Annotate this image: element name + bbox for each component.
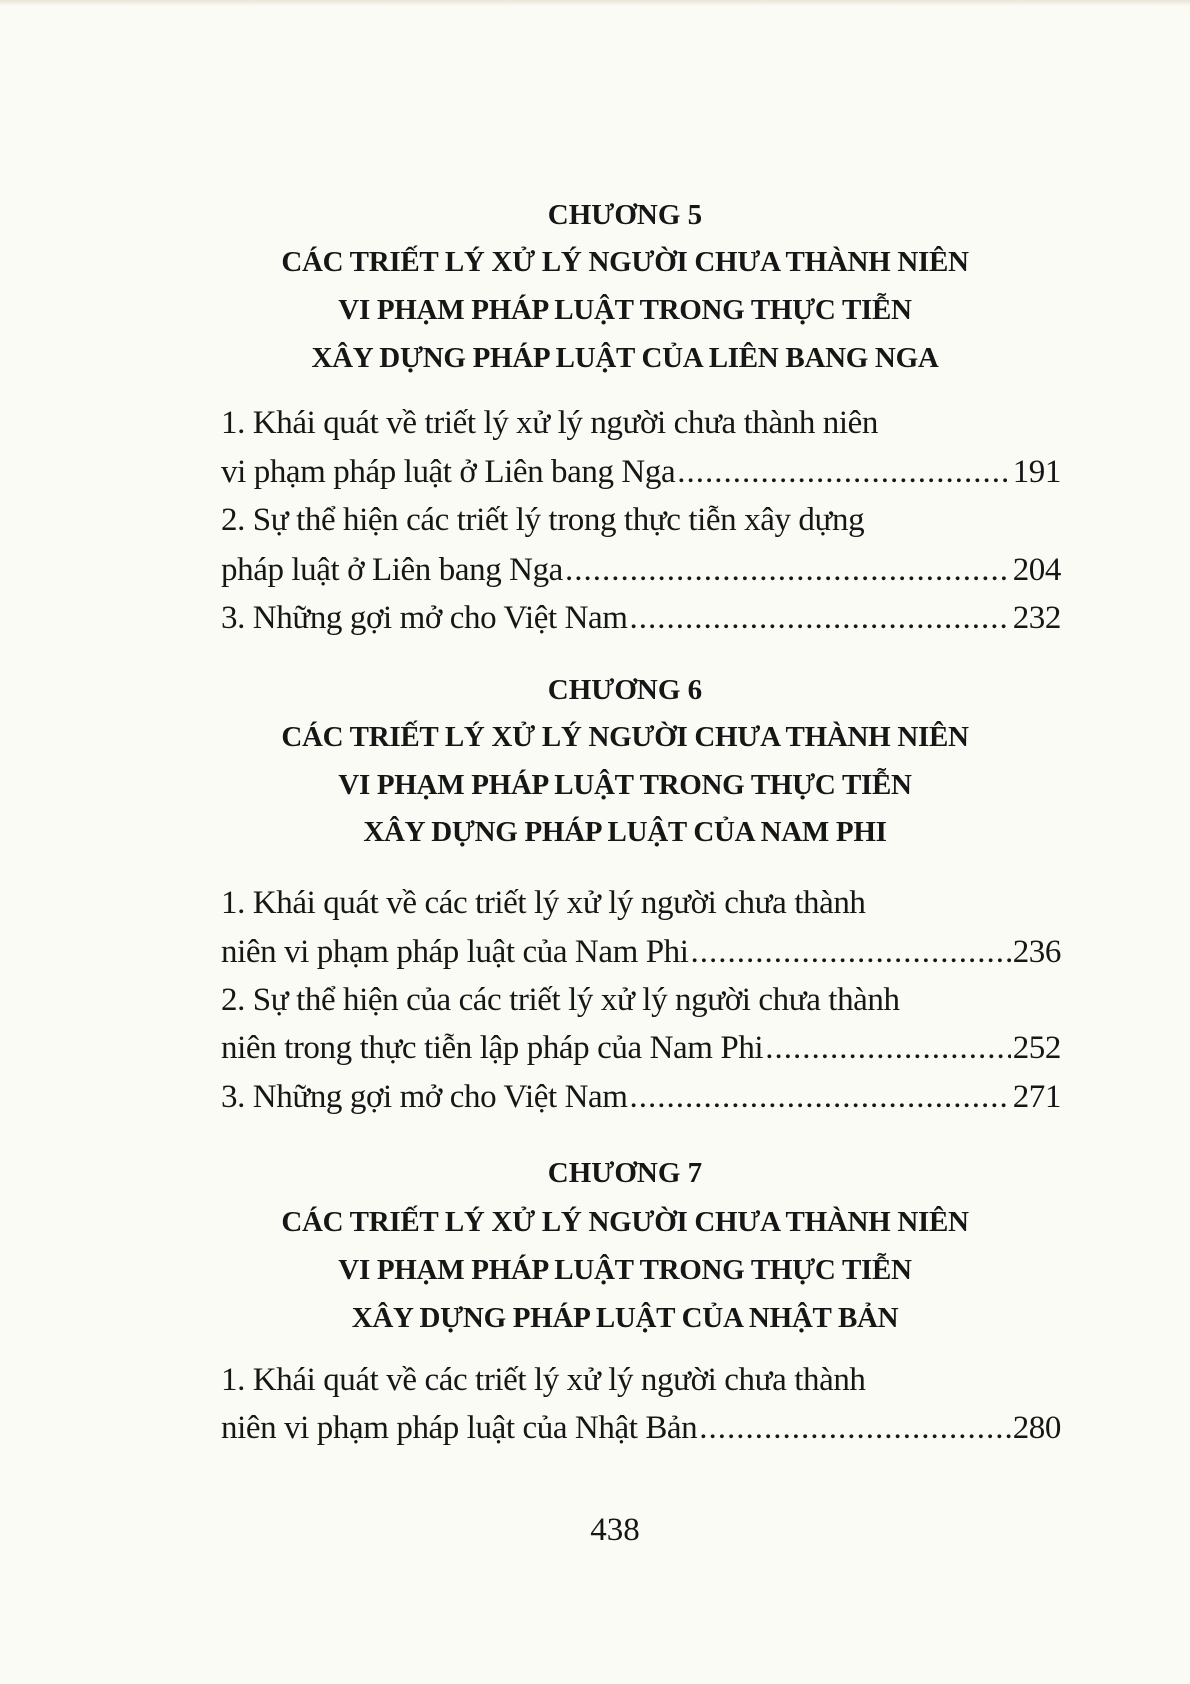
toc-entry-text: 3. Những gợi mở cho Việt Nam [221, 600, 628, 636]
toc-entry-text: 2. Sự thể hiện của các triết lý xử lý người chưa thành [221, 982, 900, 1018]
toc-entry-text: 1. Khái quát về triết lý xử lý người chưa thành niên [221, 405, 878, 441]
chapter-title-line: CÁC TRIẾT LÝ XỬ LÝ NGƯỜI CHƯA THÀNH NIÊN [281, 246, 969, 278]
toc-entry[interactable] [221, 1404, 1061, 1452]
leader-dots [565, 546, 1011, 594]
toc-entry-text: niên vi phạm pháp luật của Nhật Bản [221, 1410, 698, 1446]
toc-entry[interactable] [221, 594, 1061, 642]
chapter-title-line: CÁC TRIẾT LÝ XỬ LÝ NGƯỜI CHƯA THÀNH NIÊN [281, 721, 969, 753]
toc-entry-text: 1. Khái quát về các triết lý xử lý người chưa thành [221, 1362, 866, 1398]
page-number: 438 [590, 1512, 640, 1548]
chapter-label: CHƯƠNG 6 [547, 674, 703, 706]
toc-page-number: 271 [1012, 1079, 1061, 1115]
toc-entry-text: 1. Khái quát về các triết lý xử lý người chưa thành [221, 885, 866, 921]
leader-dots [677, 448, 1010, 496]
chapter-title-line: VI PHẠM PHÁP LUẬT TRONG THỰC TIỄN [338, 1254, 912, 1286]
toc-entry[interactable] [221, 448, 1061, 496]
leader-dots [699, 1404, 1010, 1452]
toc-entry[interactable] [221, 928, 1061, 976]
leader-dots [630, 1073, 1011, 1121]
leader-dots [691, 928, 1011, 976]
toc-entry[interactable] [221, 1024, 1061, 1072]
chapter-title-line: XÂY DỰNG PHÁP LUẬT CỦA LIÊN BANG NGA [311, 342, 939, 374]
toc-page-number: 204 [1012, 552, 1061, 588]
toc-entry-text: 2. Sự thể hiện các triết lý trong thực tiễn xây dựng [221, 502, 865, 538]
toc-entry-text: niên vi phạm pháp luật của Nam Phi [221, 934, 689, 970]
chapter-title-line: XÂY DỰNG PHÁP LUẬT CỦA NHẬT BẢN [351, 1302, 899, 1334]
toc-entry[interactable] [221, 1073, 1061, 1121]
toc-entry-text: niên trong thực tiễn lập pháp của Nam Phi [221, 1030, 764, 1066]
chapter-label: CHƯƠNG 7 [547, 1157, 703, 1189]
leader-dots [765, 1024, 1011, 1072]
toc-page-number: 280 [1012, 1410, 1061, 1446]
chapter-title-line: VI PHẠM PHÁP LUẬT TRONG THỰC TIỄN [338, 294, 912, 326]
chapter-title-line: VI PHẠM PHÁP LUẬT TRONG THỰC TIỄN [338, 769, 912, 801]
toc-entry-text: 3. Những gợi mở cho Việt Nam [221, 1079, 628, 1115]
toc-entry-text: pháp luật ở Liên bang Nga [221, 552, 563, 588]
toc-page-number: 252 [1012, 1030, 1061, 1066]
chapter-title-line: XÂY DỰNG PHÁP LUẬT CỦA NAM PHI [363, 816, 887, 848]
toc-entry[interactable] [221, 546, 1061, 594]
scan-edge [0, 0, 1190, 6]
toc-entry-text: vi phạm pháp luật ở Liên bang Nga [221, 454, 676, 490]
toc-page-number: 236 [1012, 934, 1061, 970]
chapter-label: CHƯƠNG 5 [547, 199, 703, 231]
chapter-title-line: CÁC TRIẾT LÝ XỬ LÝ NGƯỜI CHƯA THÀNH NIÊN [281, 1206, 969, 1238]
toc-page-number: 191 [1012, 454, 1061, 490]
leader-dots [630, 594, 1011, 642]
toc-page-number: 232 [1012, 600, 1061, 636]
